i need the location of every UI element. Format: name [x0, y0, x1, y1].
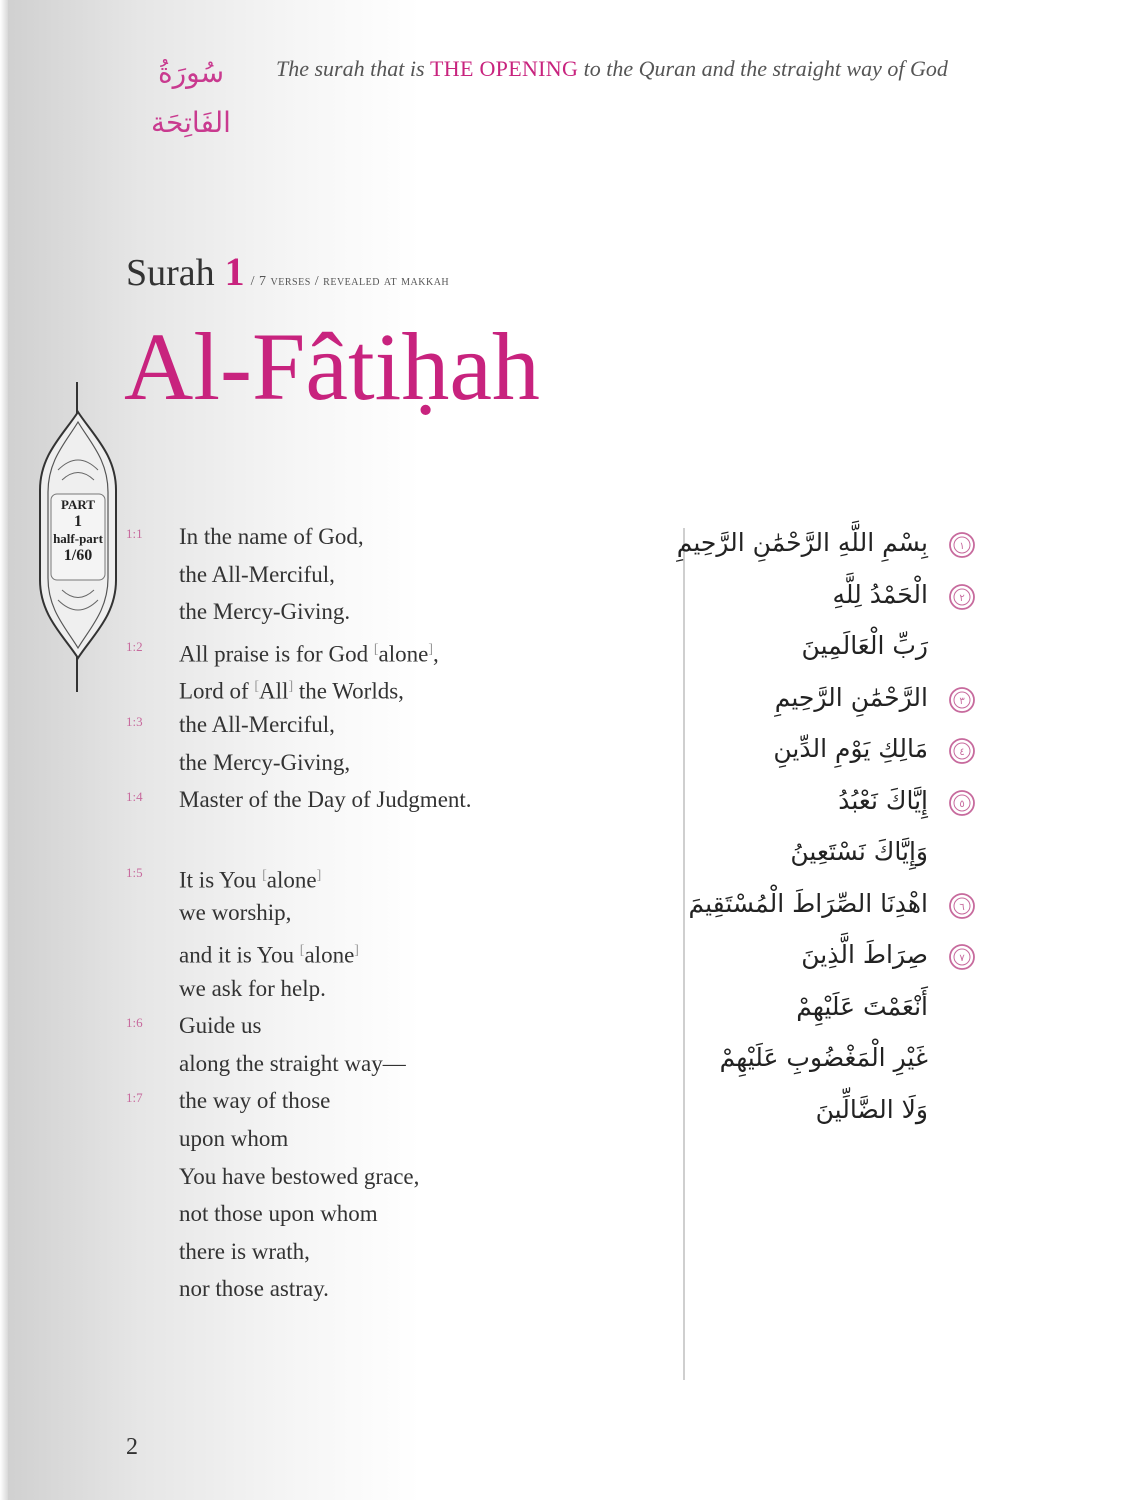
verse-text	[179, 668, 404, 710]
verse-text: the Mercy-Giving.	[179, 599, 351, 625]
verse-line	[126, 1007, 646, 1045]
verse-line	[126, 668, 646, 706]
half-part-value: 1/60	[63, 547, 93, 564]
arabic-line	[730, 625, 990, 677]
arabic-verse-text: اهْدِنَا الصِّرَاطَ الْمُسْتَقِيمَ	[688, 888, 928, 918]
gloss-bracket-open: [	[373, 641, 379, 657]
verse-end-marker-icon	[948, 892, 976, 920]
arabic-line	[730, 728, 990, 780]
verse-text: along the straight way—	[179, 1050, 406, 1076]
verse-line	[126, 1120, 646, 1158]
verse-end-marker-number: ٧	[959, 953, 965, 964]
verse-text: You have bestowed grace,	[179, 1163, 420, 1189]
half-part-label: half-part	[53, 531, 103, 546]
verse-text: Guide us	[179, 1013, 262, 1039]
verse-text	[179, 932, 359, 974]
verse-number: 1:7	[126, 1090, 143, 1106]
verse-text: Master of the Day of Judgment.	[179, 787, 472, 813]
verse-end-marker-icon	[948, 943, 976, 971]
verse-text	[179, 857, 321, 899]
header-tagline	[276, 56, 948, 82]
arabic-verse-text: الْحَمْدُ لِلَّهِ	[832, 579, 928, 609]
verse-text: the Mercy-Giving,	[179, 749, 351, 775]
verse-text: the All-Merciful,	[179, 561, 335, 587]
verse-line	[126, 1270, 646, 1308]
english-translation	[126, 518, 646, 1308]
arabic-verse-text: رَبِّ الْعَالَمِينَ	[801, 631, 928, 660]
verse-text: the All-Merciful,	[179, 711, 335, 737]
verse-text-part: and it is You	[179, 942, 300, 968]
page-number: 2	[126, 1434, 138, 1460]
arabic-line	[719, 1037, 990, 1089]
verse-text-part: ,	[432, 641, 439, 667]
arabic-verse-text: أَنْعَمْتَ عَلَيْهِمْ	[796, 991, 928, 1021]
part-label: PART	[61, 497, 95, 512]
arabic-line	[730, 677, 990, 729]
gloss-bracket-open: [	[262, 867, 267, 883]
arabic-line	[730, 1089, 990, 1141]
verse-number: 1:3	[126, 713, 143, 729]
verse-text-part: All praise is for God	[179, 641, 374, 667]
gloss-bracket-close: ]	[316, 867, 322, 883]
verse-end-marker-icon	[948, 686, 976, 714]
verse-number: 1:2	[126, 638, 143, 654]
gloss-bracket-open: [	[299, 942, 305, 958]
verse-line	[126, 706, 646, 744]
stanza-break	[126, 819, 646, 857]
arabic-line	[730, 831, 990, 883]
verse-line	[126, 744, 646, 782]
surah-meta: / 7 verses / revealed at makkah	[250, 274, 450, 289]
verse-line	[126, 970, 646, 1008]
gloss-bracket-close: ]	[428, 641, 433, 657]
verse-end-marker-number: ٣	[959, 695, 965, 707]
verse-line	[126, 518, 646, 556]
verse-text-part: It is You	[179, 867, 263, 893]
arabic-line	[730, 780, 990, 832]
arabic-line	[730, 574, 990, 626]
verse-text: there is wrath,	[179, 1238, 310, 1264]
verse-number: 1:4	[126, 789, 143, 805]
verse-line	[126, 857, 646, 895]
verse-end-marker-icon	[948, 531, 976, 559]
arabic-line	[730, 986, 990, 1038]
arabic-surah-title-calligraphy: سُورَةُ الفَاتِحَة	[151, 56, 231, 139]
arabic-line	[676, 522, 990, 574]
tagline-suffix: to the Quran and the straight way of God	[578, 56, 948, 81]
running-header	[126, 48, 1026, 139]
arabic-line	[688, 883, 990, 935]
part-number: 1	[74, 513, 82, 530]
verse-text: nor those astray.	[179, 1276, 329, 1302]
verse-end-marker-number: ١	[959, 541, 965, 552]
arabic-text-column	[676, 522, 990, 1140]
verse-text: upon whom	[179, 1125, 289, 1151]
verse-end-marker-number: ٥	[959, 798, 965, 810]
surah-label: Surah	[126, 252, 215, 294]
verse-line	[126, 894, 646, 932]
verse-text: In the name of God,	[179, 524, 364, 549]
verse-number: 1:1	[126, 526, 143, 541]
verse-end-marker-icon	[948, 583, 976, 611]
interpolated-word: All	[259, 679, 289, 705]
arabic-line	[730, 934, 990, 986]
surah-heading	[126, 248, 449, 295]
verse-text: we ask for help.	[179, 975, 326, 1001]
arabic-verse-text: صِرَاطَ الَّذِينَ	[801, 940, 928, 969]
verse-text	[179, 631, 439, 673]
verse-line	[126, 1195, 646, 1233]
gloss-bracket-open: [	[254, 679, 260, 695]
interpolated-word: alone	[378, 641, 429, 667]
arabic-verse-text: وَلَا الضَّالِّينَ	[815, 1094, 928, 1124]
interpolated-word: alone	[266, 867, 317, 893]
page-edge-shadow	[0, 0, 8, 1500]
verse-line	[126, 1045, 646, 1083]
verse-end-marker-number: ٤	[959, 747, 965, 758]
verse-number: 1:6	[126, 1015, 143, 1031]
column-divider	[683, 528, 685, 1380]
verse-line	[126, 932, 646, 970]
arabic-verse-text: غَيْرِ الْمَغْضُوبِ عَلَيْهِمْ	[719, 1043, 928, 1072]
verse-text: the way of those	[179, 1088, 331, 1114]
part-badge-text	[38, 496, 118, 564]
surah-name-title: Al-Fâtiḥah	[124, 313, 540, 420]
surah-number: 1	[224, 249, 245, 294]
verse-text-part: the Worlds,	[293, 679, 404, 705]
verse-line	[126, 556, 646, 594]
verse-text-part: Lord of	[179, 679, 255, 705]
verse-text: we worship,	[179, 900, 292, 926]
verse-line	[126, 631, 646, 669]
verse-line	[126, 1233, 646, 1271]
gloss-bracket-close: ]	[288, 679, 294, 695]
verse-text: not those upon whom	[179, 1201, 378, 1227]
verse-line	[126, 593, 646, 631]
arabic-verse-text: بِسْمِ اللَّهِ الرَّحْمَٰنِ الرَّحِيمِ	[676, 528, 928, 557]
verse-end-marker-icon	[948, 737, 976, 765]
arabic-verse-text: مَالِكِ يَوْمِ الدِّينِ	[773, 734, 928, 763]
interpolated-word: alone	[304, 942, 355, 968]
arabic-verse-text: وَإِيَّاكَ نَسْتَعِينُ	[790, 837, 928, 866]
tagline-prefix: The surah that is	[276, 56, 431, 81]
verse-end-marker-icon	[948, 789, 976, 817]
verse-line	[126, 1082, 646, 1120]
verse-line	[126, 781, 646, 819]
gloss-bracket-close: ]	[354, 942, 359, 958]
arabic-verse-text: إِيَّاكَ نَعْبُدُ	[838, 785, 928, 815]
tagline-accent: THE OPENING	[430, 56, 579, 81]
verse-number: 1:5	[126, 864, 143, 880]
verse-end-marker-number: ٢	[959, 592, 965, 604]
verse-line	[126, 1158, 646, 1196]
verse-end-marker-number: ٦	[959, 901, 965, 913]
arabic-verse-text: الرَّحْمَٰنِ الرَّحِيمِ	[774, 682, 928, 712]
